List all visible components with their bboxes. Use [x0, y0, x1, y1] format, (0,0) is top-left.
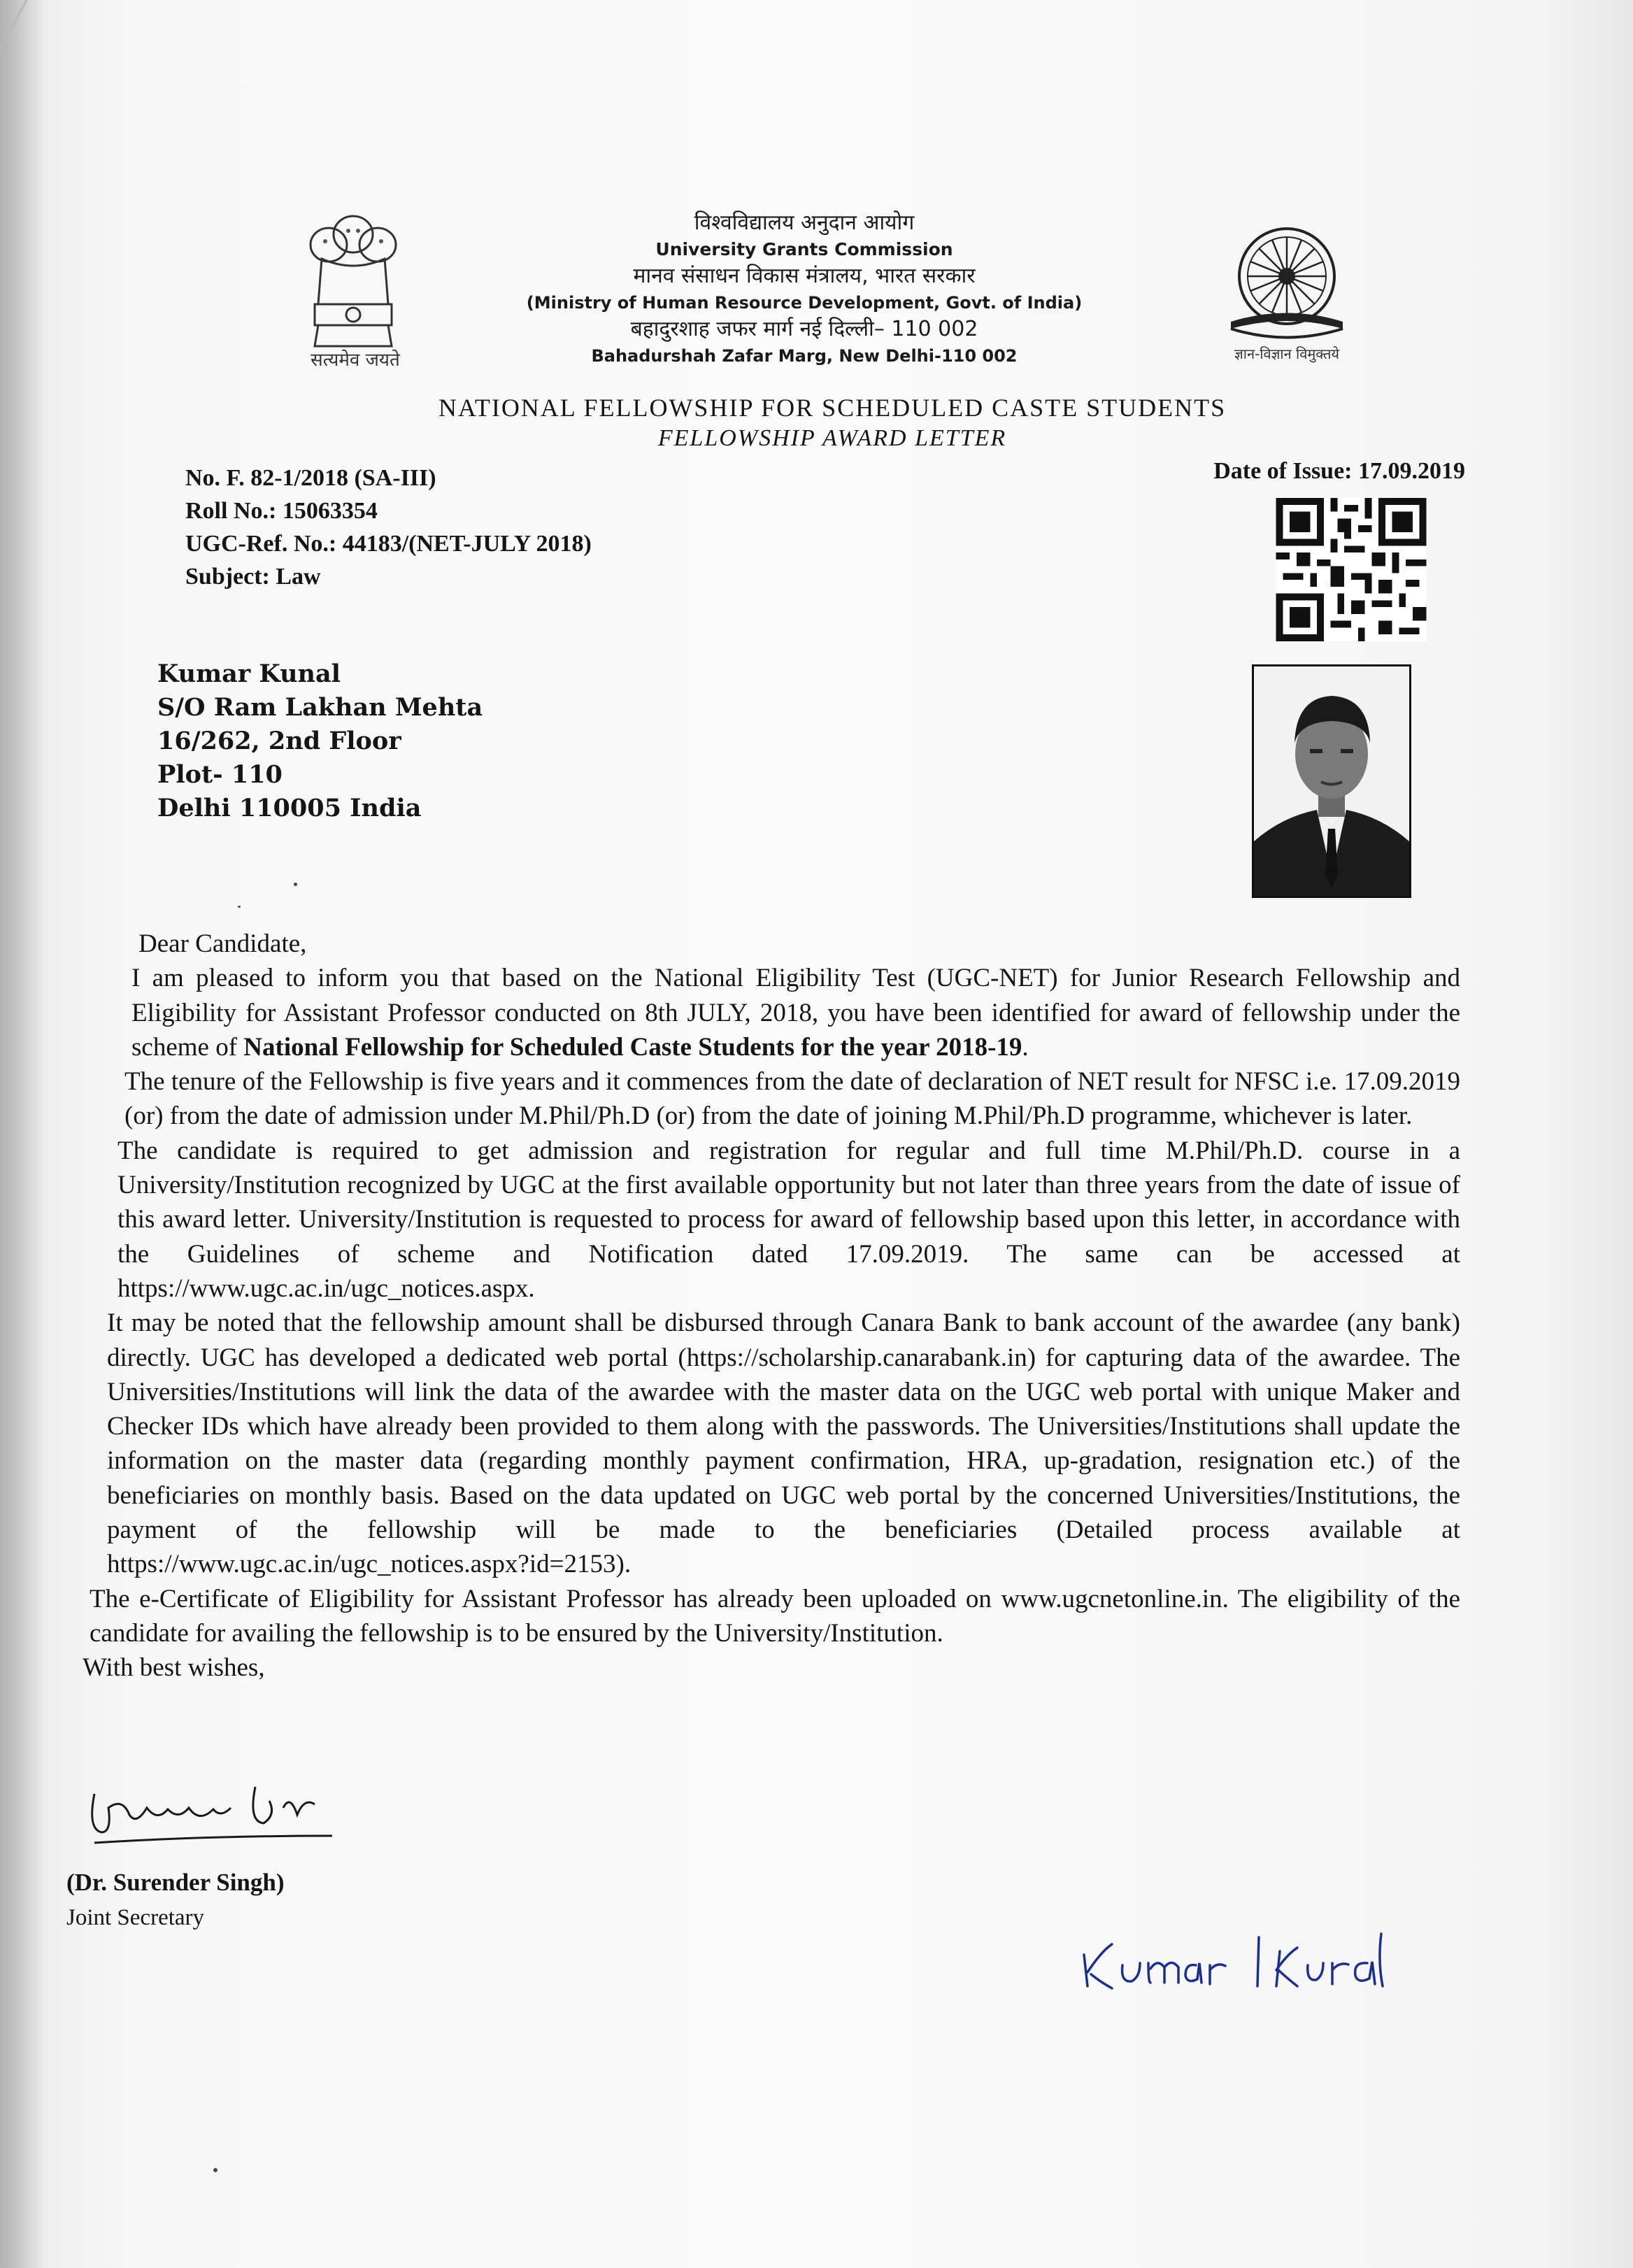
org-address: Bahadurshah Zafar Marg, New Delhi-110 002 — [591, 346, 1018, 366]
paragraph-1-text: I am pleased to inform you that based on the National Eligibility Test (UGC-NET) for Junior Research Fellowship and Eligibility for Assistant Professor conducted on 8th JULY, 2018, you have been identified for award of fellowship under the scheme of — [131, 964, 1460, 1062]
paragraph-1-end: . — [1022, 1032, 1029, 1062]
ugc-motto: ज्ञान-विज्ञान विमुक्तये — [1234, 345, 1340, 362]
paragraph-4: It may be noted that the fellowship amount shall be disbursed through Canara Bank to bank account of the awardee (any bank) directly. UGC has developed a dedicated web portal (https://scholarship.canarabank.in) for capturing data of the awardee. The Universities/Institutions will link the data of the awardee with the master data on the UGC web portal with unique Maker and Checker IDs which have already been provided to them along with the passwords. The Universities/Institutions shall update the information on the master data (regarding monthly payment confirmation, HRA, up-gradation, resignation etc.) of the beneficiaries on monthly basis. Based on the data updated on UGC web portal by the concerned Universities/Institutions, the payment of the fellowship will be made to the beneficiaries (Detailed process available at https://www.ugc.ac.in/ugc_notices.aspx?id=2153). — [107, 1308, 1460, 1579]
date-of-issue: Date of Issue: 17.09.2019 — [1213, 458, 1465, 484]
address-line-3: Delhi 110005 India — [157, 794, 422, 822]
paragraph-2: The tenure of the Fellowship is five years and it commences from the date of declaration of NET result for NFSC i.e. 17.09.2019 (or) from the date of admission under M.Phil/Ph.D (or) from the date of joining M.Phil/Ph.D programme, whichever is later. — [124, 1067, 1460, 1131]
letter-body — [83, 927, 1460, 1685]
salutation: Dear Candidate, — [138, 929, 307, 958]
signatory-designation: Joint Secretary — [66, 1905, 205, 1930]
page-edge-shadow — [0, 0, 49, 2268]
file-number: No. F. 82-1/2018 (SA-III) — [185, 465, 436, 491]
closing: With best wishes, — [83, 1653, 265, 1683]
letterhead — [490, 210, 1119, 369]
org-name: University Grants Commission — [655, 239, 953, 259]
paragraph-1 — [131, 961, 1460, 1064]
candidate-signature — [1070, 1920, 1392, 1997]
scheme-name: National Fellowship for Scheduled Caste Students for the year 2018-19 — [243, 1032, 1022, 1062]
recipient-address — [157, 657, 483, 825]
paper-speck — [238, 906, 241, 908]
recipient-relation: S/O Ram Lakhan Mehta — [157, 693, 483, 722]
qr-code-icon — [1274, 498, 1428, 641]
signatory-name: (Dr. Surender Singh) — [66, 1869, 285, 1896]
hindi-ministry: मानव संसाधन विकास मंत्रालय, भारत सरकार — [633, 264, 976, 288]
paper-speck — [294, 883, 297, 886]
recipient-name: Kumar Kunal — [157, 659, 341, 688]
paper-speck — [213, 2168, 218, 2172]
reference-block — [185, 462, 592, 593]
paragraph-5: The e-Certificate of Eligibility for Assistant Professor has already been uploaded on www.ugcnetonline.in. The eligibility of the candidate for availing the fellowship is to be ensured by the University/Institution. — [90, 1584, 1460, 1648]
ugc-logo-icon — [1220, 224, 1353, 353]
candidate-photo — [1252, 664, 1411, 898]
official-signature — [80, 1766, 346, 1857]
paragraph-3: The candidate is required to get admission and registration for regular and full time M.Phil/Ph.D. course in a University/Institution recognized by UGC at the first available opportunity but not later than three years from the date of issue of this award letter. University/Institution is requested to process for award of fellowship based upon this letter, in accordance with the Guidelines of scheme and Notification dated 17.09.2019. The same can be accessed at https://www.ugc.ac.in/ugc_notices.aspx. — [117, 1136, 1460, 1303]
letter-subtitle: FELLOWSHIP AWARD LETTER — [657, 425, 1007, 451]
national-emblem-icon — [294, 206, 413, 367]
subject: Subject: Law — [185, 564, 321, 590]
address-line-2: Plot- 110 — [157, 760, 283, 789]
hindi-address: बहादुरशाह जफर मार्ग नई दिल्ली– 110 002 — [630, 317, 978, 341]
letter-title: NATIONAL FELLOWSHIP FOR SCHEDULED CASTE STUDENTS — [438, 394, 1227, 422]
emblem-motto: सत्यमेव जयते — [311, 350, 400, 371]
roll-number: Roll No.: 15063354 — [185, 498, 378, 524]
hindi-org-name: विश्वविद्यालय अनुदान आयोग — [694, 211, 915, 235]
ministry: (Ministry of Human Resource Development, Govt. of India) — [526, 293, 1083, 313]
ugc-reference: UGC-Ref. No.: 44183/(NET-JULY 2018) — [185, 531, 592, 557]
address-line-1: 16/262, 2nd Floor — [157, 727, 401, 755]
